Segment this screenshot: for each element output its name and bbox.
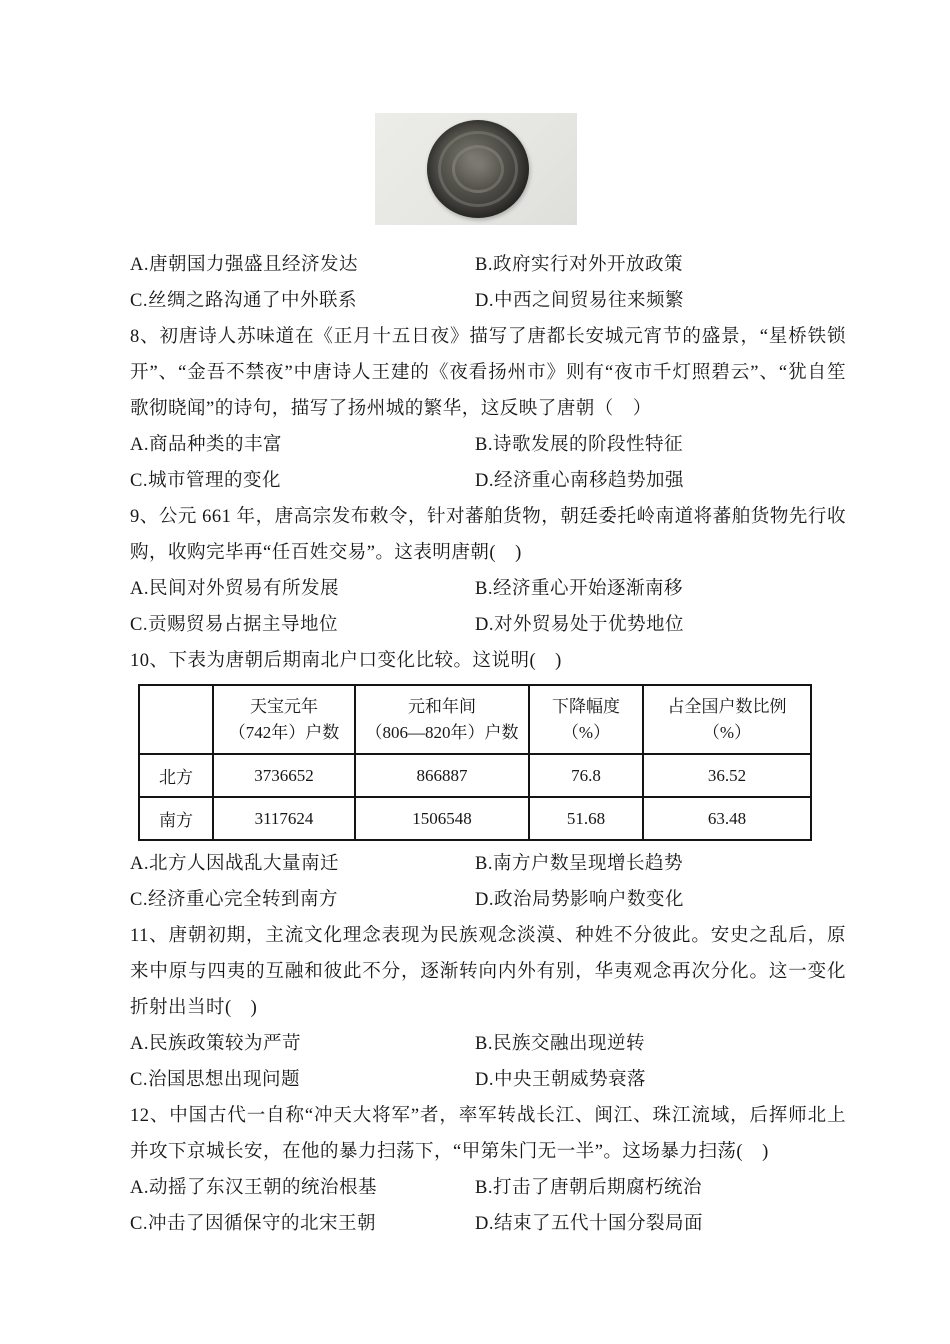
table-header-cell: 天宝元年 （742年）户数 xyxy=(213,685,355,754)
table-cell: 63.48 xyxy=(643,797,811,840)
exam-content xyxy=(130,247,846,1242)
option-d: D.中央王朝威势衰落 xyxy=(475,1070,646,1090)
table-row-south xyxy=(139,797,811,840)
option-a: A.动摇了东汉王朝的统治根基 xyxy=(130,1178,377,1198)
option-d: D.中西之间贸易往来频繁 xyxy=(475,291,684,311)
question-text: 公元 661 年，唐高宗发布敕令，针对蕃舶货物，朝廷委托岭南道将蕃舶货物先行收购，收购完毕再“任百姓交易”。这表明唐朝( ) xyxy=(130,507,846,563)
coin-image xyxy=(427,120,529,218)
question-9-stem xyxy=(130,499,846,571)
option-b: B.政府实行对外开放政策 xyxy=(475,255,683,275)
question-text: 下表为唐朝后期南北户口变化比较。这说明( ) xyxy=(168,651,562,671)
table-cell: 51.68 xyxy=(529,797,643,840)
question-11-stem xyxy=(130,918,846,1026)
population-comparison-table xyxy=(138,684,812,841)
option-c: C.丝绸之路沟通了中外联系 xyxy=(130,291,357,311)
question-7-options xyxy=(130,247,846,319)
table-cell: 76.8 xyxy=(529,754,643,797)
option-d: D.结束了五代十国分裂局面 xyxy=(475,1214,703,1234)
question-text: 唐朝初期，主流文化理念表现为民族观念淡漠、种姓不分彼此。安史之乱后，原来中原与四夷的互融和彼此不分，逐渐转向内外有别，华夷观念再次分化。这一变化折射出当时( ) xyxy=(130,926,846,1018)
option-b: B.民族交融出现逆转 xyxy=(475,1034,645,1054)
question-number: 9、 xyxy=(130,507,159,527)
table-cell: 866887 xyxy=(355,754,529,797)
option-b: B.经济重心开始逐渐南移 xyxy=(475,579,683,599)
question-number: 12、 xyxy=(130,1106,170,1126)
question-12-options xyxy=(130,1170,846,1242)
table-cell: 3736652 xyxy=(213,754,355,797)
row-label: 南方 xyxy=(139,797,213,840)
question-10-stem xyxy=(130,643,846,679)
question-8-options xyxy=(130,427,846,499)
table-cell: 3117624 xyxy=(213,797,355,840)
option-a: A.商品种类的丰富 xyxy=(130,435,282,455)
question-text: 初唐诗人苏味道在《正月十五日夜》描写了唐都长安城元宵节的盛景，“星桥铁锁开”、“金吾不禁夜”中唐诗人王建的《夜看扬州市》则有“夜市千灯照碧云”、“犹自笙歌彻晓闻”的诗句，描写了扬州城的繁华，这反映了唐朝（ ） xyxy=(130,327,846,419)
option-c: C.冲击了因循保守的北宋王朝 xyxy=(130,1214,376,1234)
option-b: B.南方户数呈现增长趋势 xyxy=(475,854,683,874)
coin-photo xyxy=(375,113,577,225)
question-number: 11、 xyxy=(130,926,169,946)
question-8-stem xyxy=(130,319,846,427)
option-d: D.经济重心南移趋势加强 xyxy=(475,471,684,491)
option-d: D.对外贸易处于优势地位 xyxy=(475,615,684,635)
option-a: A.唐朝国力强盛且经济发达 xyxy=(130,255,358,275)
option-b: B.诗歌发展的阶段性特征 xyxy=(475,435,683,455)
option-a: A.民间对外贸易有所发展 xyxy=(130,579,339,599)
option-a: A.北方人因战乱大量南迁 xyxy=(130,854,339,874)
question-number: 10、 xyxy=(130,651,169,671)
option-c: C.贡赐贸易占据主导地位 xyxy=(130,615,338,635)
option-c: C.城市管理的变化 xyxy=(130,471,281,491)
option-d: D.政治局势影响户数变化 xyxy=(475,890,684,910)
question-9-options xyxy=(130,571,846,643)
table-header-row xyxy=(139,685,811,754)
table-cell: 36.52 xyxy=(643,754,811,797)
option-a: A.民族政策较为严苛 xyxy=(130,1034,301,1054)
option-c: C.经济重心完全转到南方 xyxy=(130,890,338,910)
option-c: C.治国思想出现问题 xyxy=(130,1070,300,1090)
question-10-options xyxy=(130,846,846,918)
question-12-stem xyxy=(130,1098,846,1170)
question-text: 中国古代一自称“冲天大将军”者，率军转战长江、闽江、珠江流域，后挥师北上并攻下京城长安，在他的暴力扫荡下，“甲第朱门无一半”。这场暴力扫荡( ) xyxy=(130,1106,846,1162)
option-b: B.打击了唐朝后期腐朽统治 xyxy=(475,1178,702,1198)
question-number: 8、 xyxy=(130,327,160,347)
table-header-cell-blank xyxy=(139,685,213,754)
row-label: 北方 xyxy=(139,754,213,797)
table-header-cell: 元和年间 （806—820年）户数 xyxy=(355,685,529,754)
table-header-cell: 下降幅度 （%） xyxy=(529,685,643,754)
table-cell: 1506548 xyxy=(355,797,529,840)
table-header-cell: 占全国户数比例 （%） xyxy=(643,685,811,754)
question-11-options xyxy=(130,1026,846,1098)
table-row-north xyxy=(139,754,811,797)
